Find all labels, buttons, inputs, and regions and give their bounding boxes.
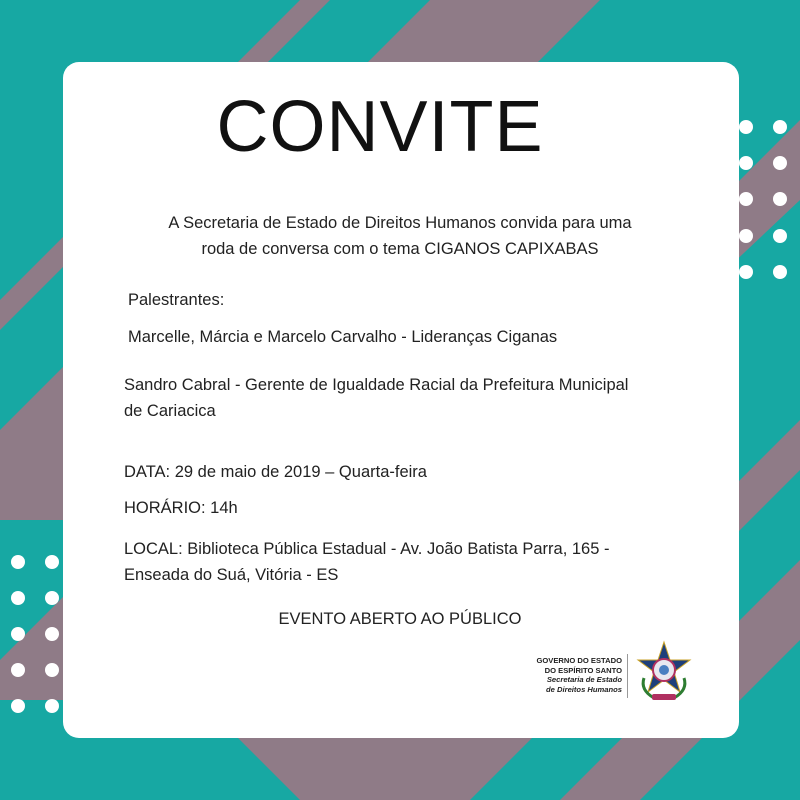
speakers-heading: Palestrantes: bbox=[128, 291, 225, 309]
event-location-line-1: LOCAL: Biblioteca Pública Estadual - Av. João Batista Parra, 165 - bbox=[124, 540, 610, 558]
government-logo bbox=[536, 640, 696, 704]
intro-line-2: roda de conversa com o tema CIGANOS CAPIXABAS bbox=[201, 240, 599, 258]
logo-line-1: GOVERNO DO ESTADO bbox=[536, 656, 622, 665]
event-location-line-2: Enseada do Suá, Vitória - ES bbox=[124, 566, 339, 584]
logo-divider bbox=[627, 654, 628, 698]
speaker-2-line-2: de Cariacica bbox=[124, 402, 216, 420]
event-date: DATA: 29 de maio de 2019 – Quarta-feira bbox=[124, 463, 427, 481]
logo-text bbox=[536, 656, 622, 694]
logo-line-2: DO ESPÍRITO SANTO bbox=[544, 665, 622, 675]
logo-line-4: de Direitos Humanos bbox=[546, 684, 622, 694]
logo-line-3: Secretaria de Estado bbox=[546, 675, 622, 684]
speaker-1: Marcelle, Márcia e Marcelo Carvalho - Lideranças Ciganas bbox=[128, 328, 558, 346]
intro-line-1: A Secretaria de Estado de Direitos Humanos convida para uma bbox=[168, 214, 632, 232]
event-time: HORÁRIO: 14h bbox=[124, 499, 238, 517]
invite-title: CONVITE bbox=[216, 87, 544, 167]
speaker-2-line-1: Sandro Cabral - Gerente de Igualdade Racial da Prefeitura Municipal bbox=[124, 376, 629, 394]
coat-of-arms-icon bbox=[634, 640, 694, 704]
open-event-note: EVENTO ABERTO AO PÚBLICO bbox=[278, 610, 522, 628]
